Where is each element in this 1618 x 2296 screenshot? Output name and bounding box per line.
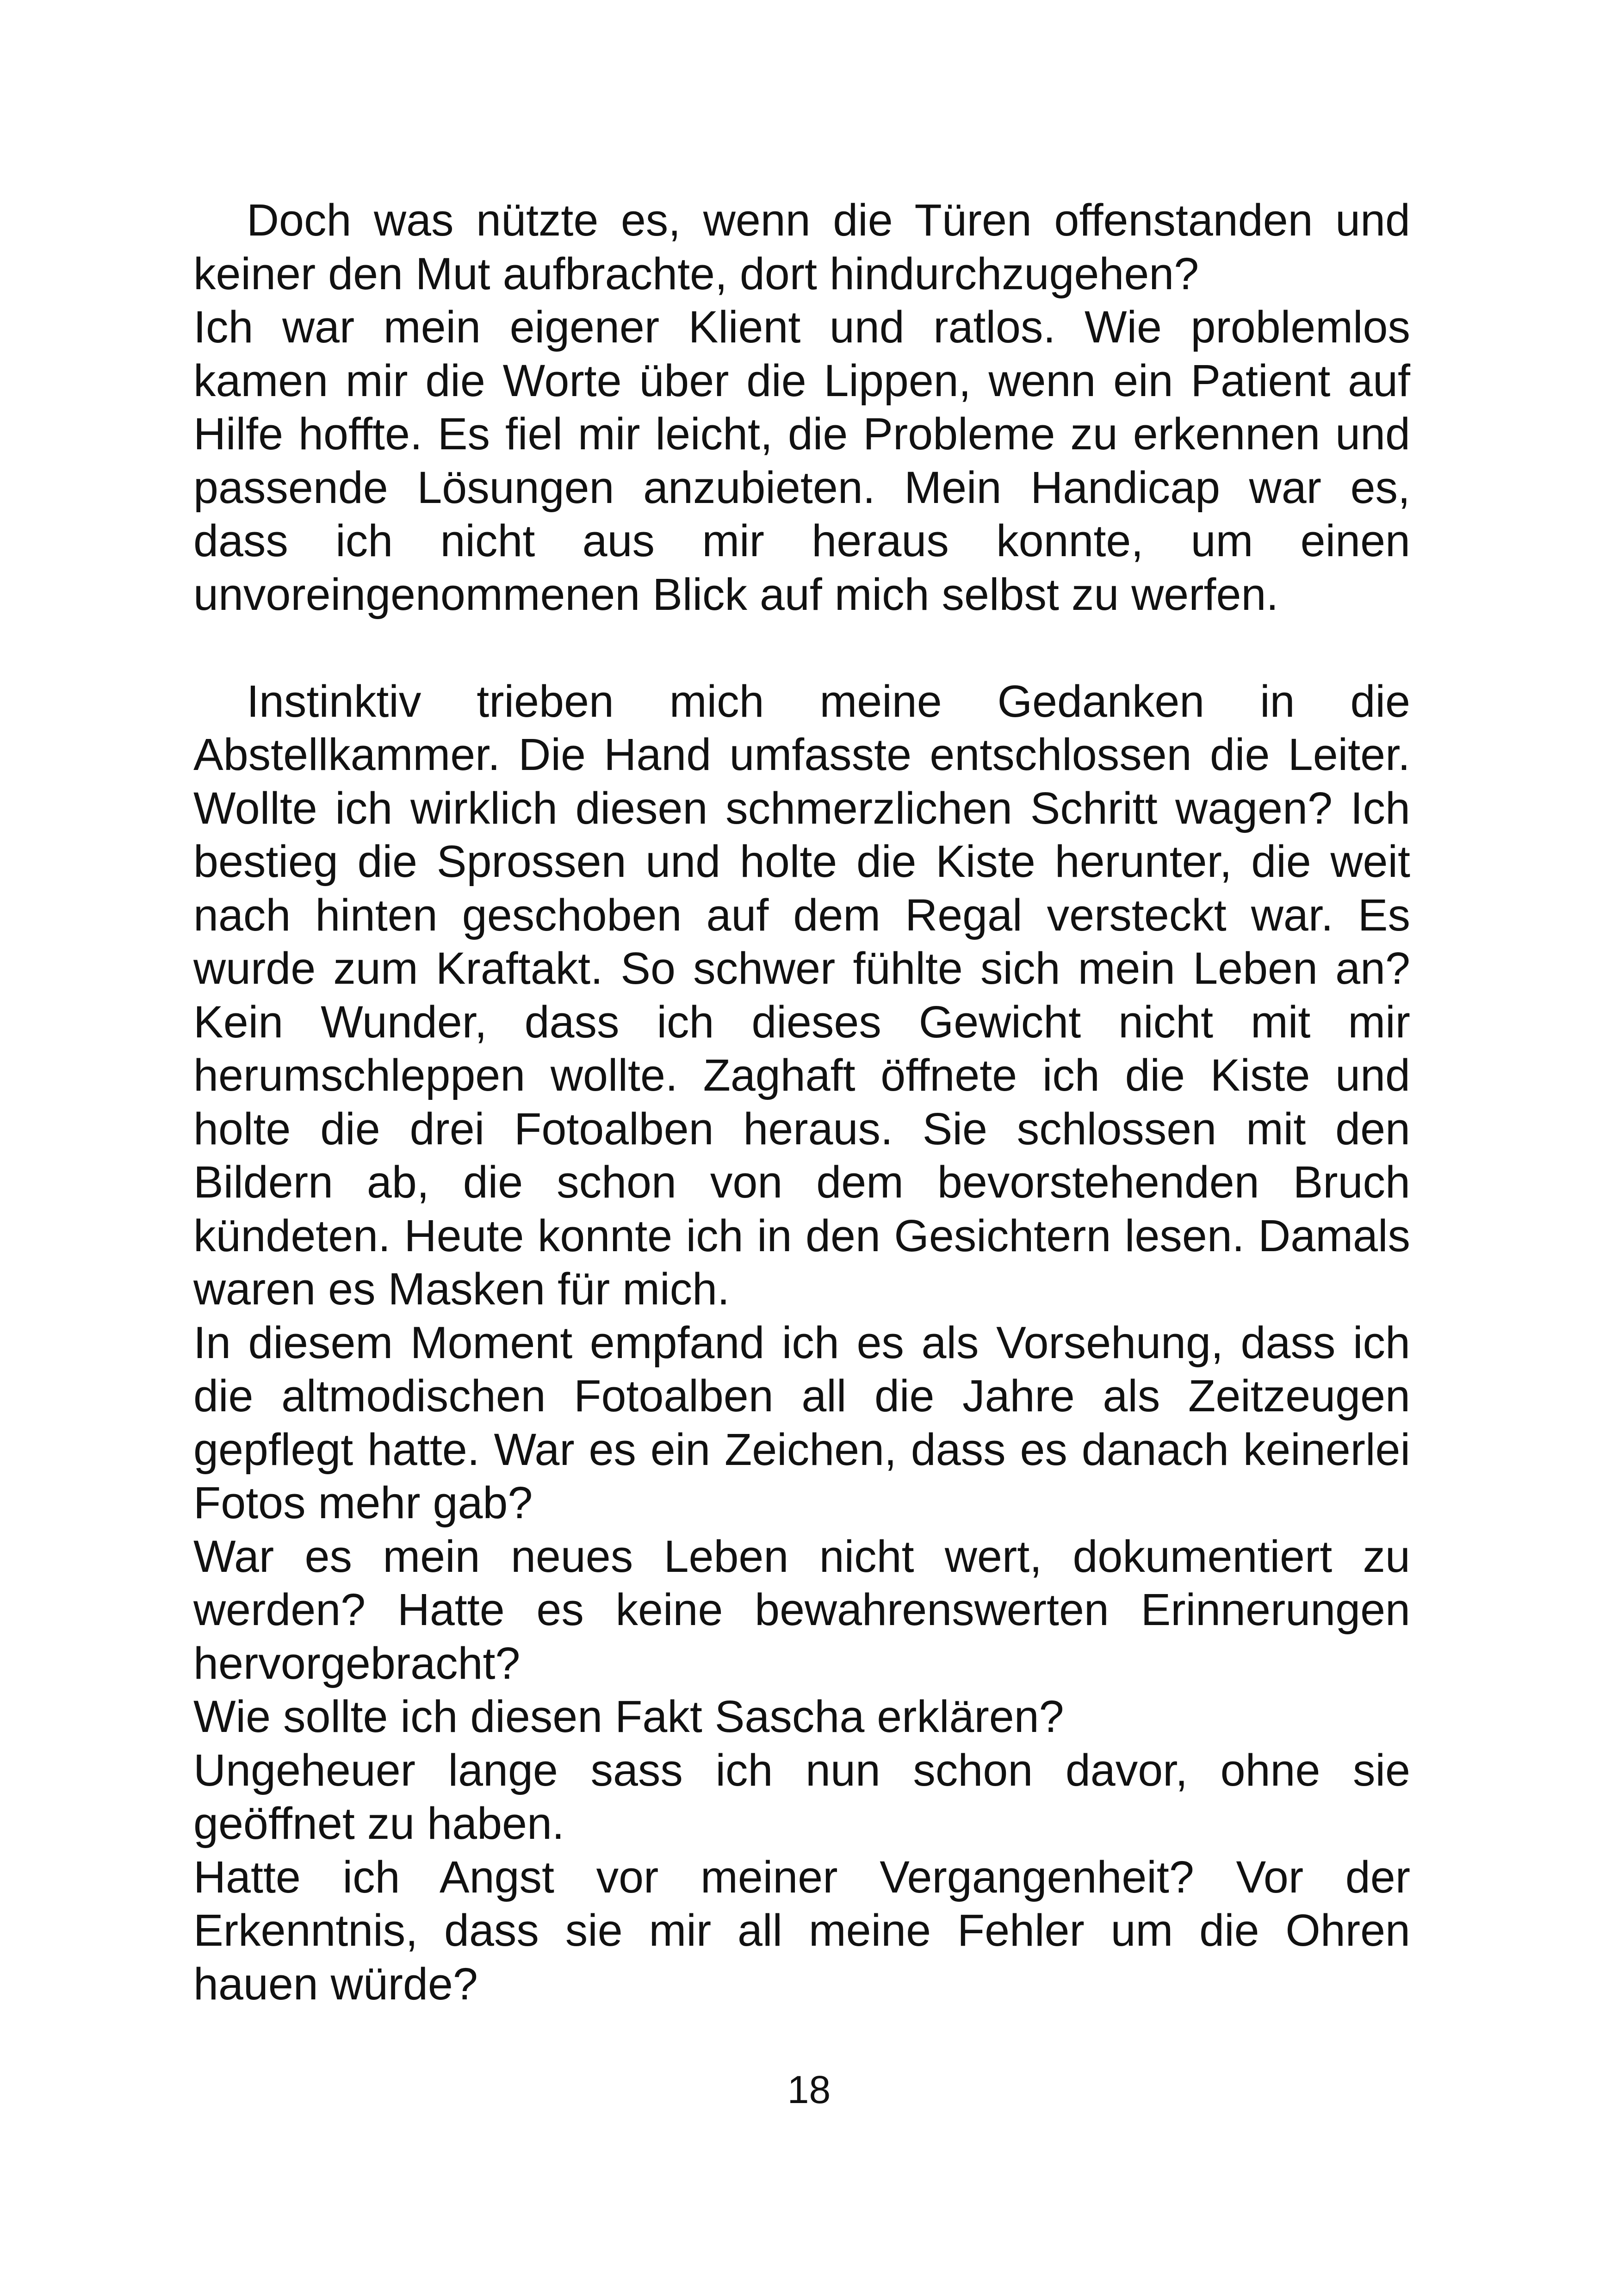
paragraph-4: In diesem Moment empfand ich es als Vorsehung, dass ich die altmodischen Fotoalben all die Jahre als Zeitzeugen gepflegt hatte. War es ein Zeichen, dass es danach keinerlei Fotos mehr gab? xyxy=(193,1317,1410,1528)
paragraph-2: Ich war mein eigener Klient und ratlos. Wie problemlos kamen mir die Worte über die Lippen, wenn ein Patient auf Hilfe hoffte. Es fiel mir leicht, die Probleme zu erkennen und passende Lösungen anzubieten. Mein Handicap war es, dass ich nicht aus mir heraus konnte, um einen unvoreingenommenen Blick auf mich selbst zu werfen. xyxy=(193,302,1410,620)
page-number: 18 xyxy=(787,2068,831,2111)
paragraph-7: Ungeheuer lange sass ich nun schon davor, ohne sie geöffnet zu haben. xyxy=(193,1744,1410,1849)
body-text xyxy=(193,193,1410,2011)
paragraph-6: Wie sollte ich diesen Fakt Sascha erklären? xyxy=(193,1691,1064,1742)
paragraph-5: War es mein neues Leben nicht wert, dokumentiert zu werden? Hatte es keine bewahrenswerten Erinnerungen hervorgebracht? xyxy=(193,1531,1410,1688)
paragraph-spacer xyxy=(193,621,1410,675)
paragraph-8: Hatte ich Angst vor meiner Vergangenheit? Vor der Erkenntnis, dass sie mir all meine Fehler um die Ohren hauen würde? xyxy=(193,1851,1410,2009)
paragraph-3: Instinktiv trieben mich meine Gedanken in die Abstellkammer. Die Hand umfasste entschlossen die Leiter. Wollte ich wirklich diesen schmerzlichen Schritt wagen? Ich bestieg die Sprossen und holte die Kiste herunter, die weit nach hinten geschoben auf dem Regal versteckt war. Es wurde zum Kraftakt. So schwer fühlte sich mein Leben an? Kein Wunder, dass ich dieses Gewicht nicht mit mir herumschleppen wollte. Zaghaft öffnete ich die Kiste und holte die drei Fotoalben heraus. Sie schlossen mit den Bildern ab, die schon von dem bevorstehenden Bruch kündeten. Heute konnte ich in den Gesichtern lesen. Damals waren es Masken für mich. xyxy=(193,676,1410,1314)
paragraph-1: Doch was nützte es, wenn die Türen offenstanden und keiner den Mut aufbrachte, dort hindurchzugehen? xyxy=(193,195,1410,299)
